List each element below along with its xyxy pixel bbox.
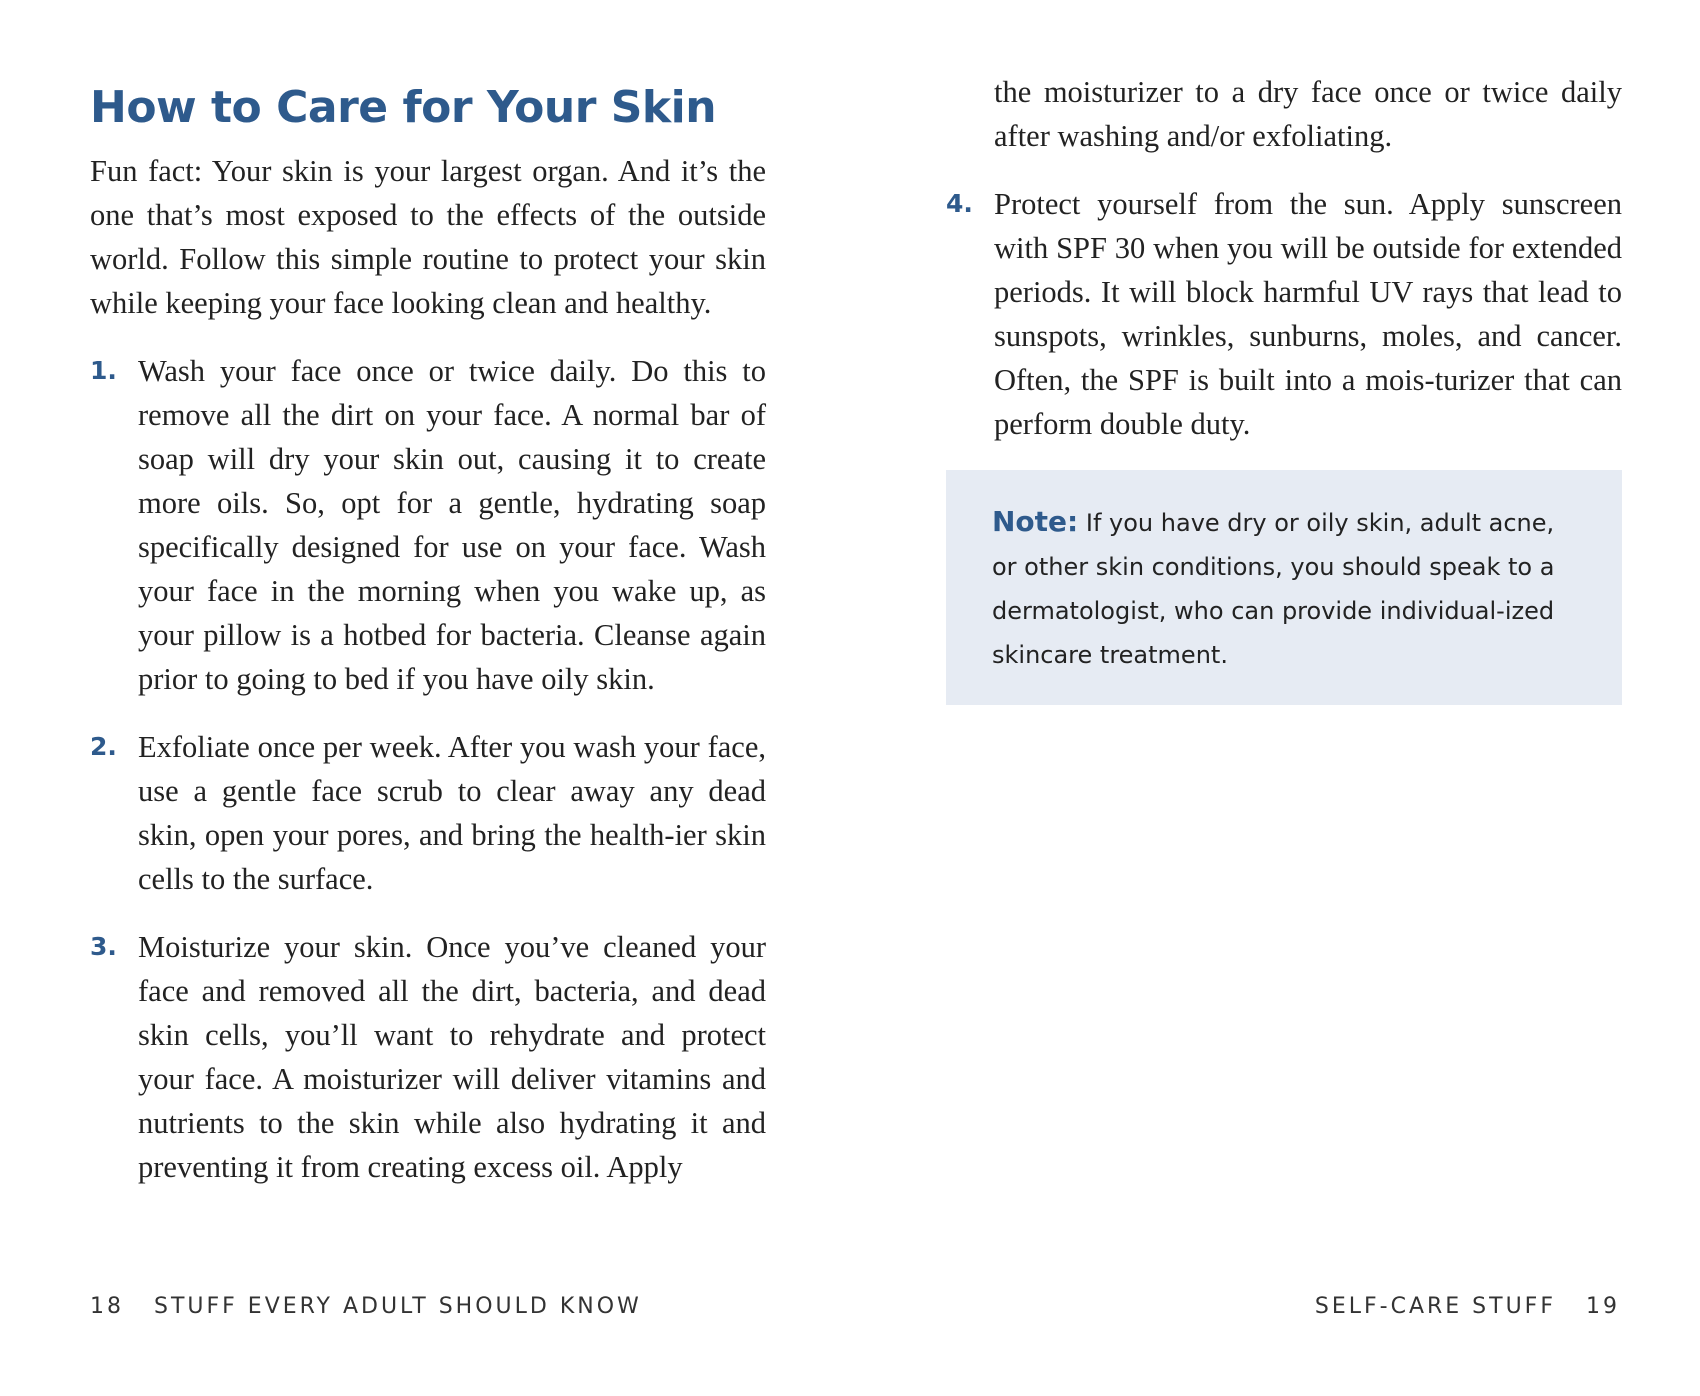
left-footer <box>90 1294 642 1319</box>
note-label: Note: <box>992 505 1079 538</box>
step-number: 1. <box>90 355 117 385</box>
left-page <box>90 70 766 1213</box>
step-text: Wash your face once or twice daily. Do this to remove all the dirt on your face. A normal bar of soap will dry your skin out, causing it to create more oils. So, opt for a gentle, hydrating soap specifically designed for use on your face. Wash your face in the morning when you wake up, as your pillow is a hotbed for bacteria. Cleanse again prior to going to bed if you have oily skin. <box>138 353 766 696</box>
right-page <box>946 70 1622 705</box>
step-text: Protect yourself from the sun. Apply sunscreen with SPF 30 when you will be outside for extended periods. It will block harmful UV rays that lead to sunspots, wrinkles, sunburns, moles, and cancer. Often, the SPF is built into a mois-turizer that can perform double duty. <box>994 187 1622 441</box>
note-body: If you have dry or oily skin, adult acne, or other skin conditions, you should speak to a dermatologist, who can provide individual-ized skincare treatment. <box>992 509 1555 669</box>
note-callout <box>946 470 1622 705</box>
step-number: 3. <box>90 931 117 961</box>
list-item-step-2 <box>90 725 766 901</box>
page-title: How to Care for Your Skin <box>90 82 717 133</box>
continued-paragraph: the moisturizer to a dry face once or twice daily after washing and/or exfoliating. <box>994 75 1622 153</box>
page-number: 18 <box>90 1294 124 1319</box>
running-title: STUFF EVERY ADULT SHOULD KNOW <box>154 1294 642 1319</box>
list-item-step-1 <box>90 349 766 701</box>
running-title: SELF-CARE STUFF <box>1314 1294 1556 1319</box>
list-item-step-3 <box>90 925 766 1189</box>
note-text <box>992 500 1578 677</box>
step-number: 4. <box>946 189 973 218</box>
page-number: 19 <box>1586 1294 1620 1319</box>
right-footer <box>1315 1294 1620 1319</box>
list-item-step-4 <box>946 182 1622 446</box>
step-number: 2. <box>90 731 117 761</box>
intro-paragraph: Fun fact: Your skin is your largest organ. And it’s the one that’s most exposed to the effects of the outside world. Follow this simple routine to protect your skin while keeping your face looking clean and healthy. <box>90 153 766 320</box>
step-text: Exfoliate once per week. After you wash your face, use a gentle face scrub to clear away any dead skin, open your pores, and bring the health-ier skin cells to the surface. <box>138 729 766 896</box>
step-text: Moisturize your skin. Once you’ve cleaned your face and removed all the dirt, bacteria, and dead skin cells, you’ll want to rehydrate and protect your face. A moisturizer will deliver vitamins and nutrients to the skin while also hydrating it and preventing it from creating excess oil. Apply <box>138 929 766 1184</box>
